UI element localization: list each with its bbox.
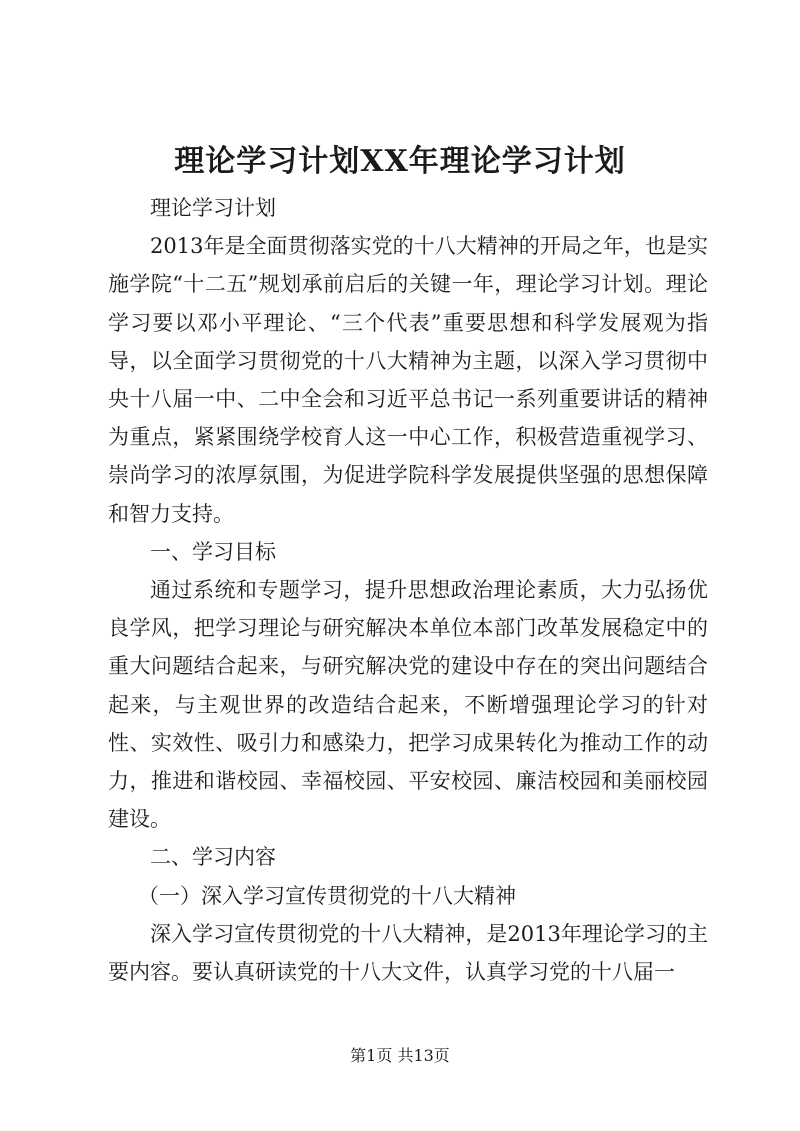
document-body — [108, 189, 708, 991]
document-title: 理论学习计划XX年理论学习计划 — [174, 144, 626, 179]
paragraph-goals: 通过系统和专题学习，提升思想政治理论素质，大力弘扬优良学风，把学习理论与研究解决本单位本部门改革发展稳定中的重大问题结合起来，与研究解决党的建设中存在的突出问题结合起来，与主观世界的改造结合起来，不断增强理论学习的针对性、实效性、吸引力和感染力，把学习成果转化为推动工作的动力，推进和谐校园、幸福校园、平安校园、廉洁校园和美丽校园建设。 — [108, 578, 708, 832]
paragraph-subtitle: 理论学习计划 — [150, 196, 276, 220]
section-heading-goals: 一、学习目标 — [150, 539, 276, 564]
page-number-footer: 第1页 共13页 — [350, 1046, 450, 1065]
subsection-heading-1: （一）深入学习宣传贯彻党的十八大精神 — [138, 883, 516, 908]
paragraph-intro: 2013年是全面贯彻落实党的十八大精神的开局之年，也是实施学院“十二五”规划承前启后的关键一年，理论学习计划。理论学习要以邓小平理论、“三个代表”重要思想和科学发展观为指导，以全面学习贯彻党的十八大精神为主题，以深入学习贯彻中央十八届一中、二中全会和习近平总书记一系列重要讲话的精神为重点，紧紧围绕学校育人这一中心工作，积极营造重视学习、崇尚学习的浓厚氛围，为促进学院科学发展提供坚强的思想保障和智力支持。 — [108, 234, 708, 526]
section-heading-content: 二、学习内容 — [150, 845, 276, 870]
paragraph-content-1: 深入学习宣传贯彻党的十八大精神，是2013年理论学习的主要内容。要认真研读党的十八大文件，认真学习党的十八届一 — [108, 921, 708, 985]
